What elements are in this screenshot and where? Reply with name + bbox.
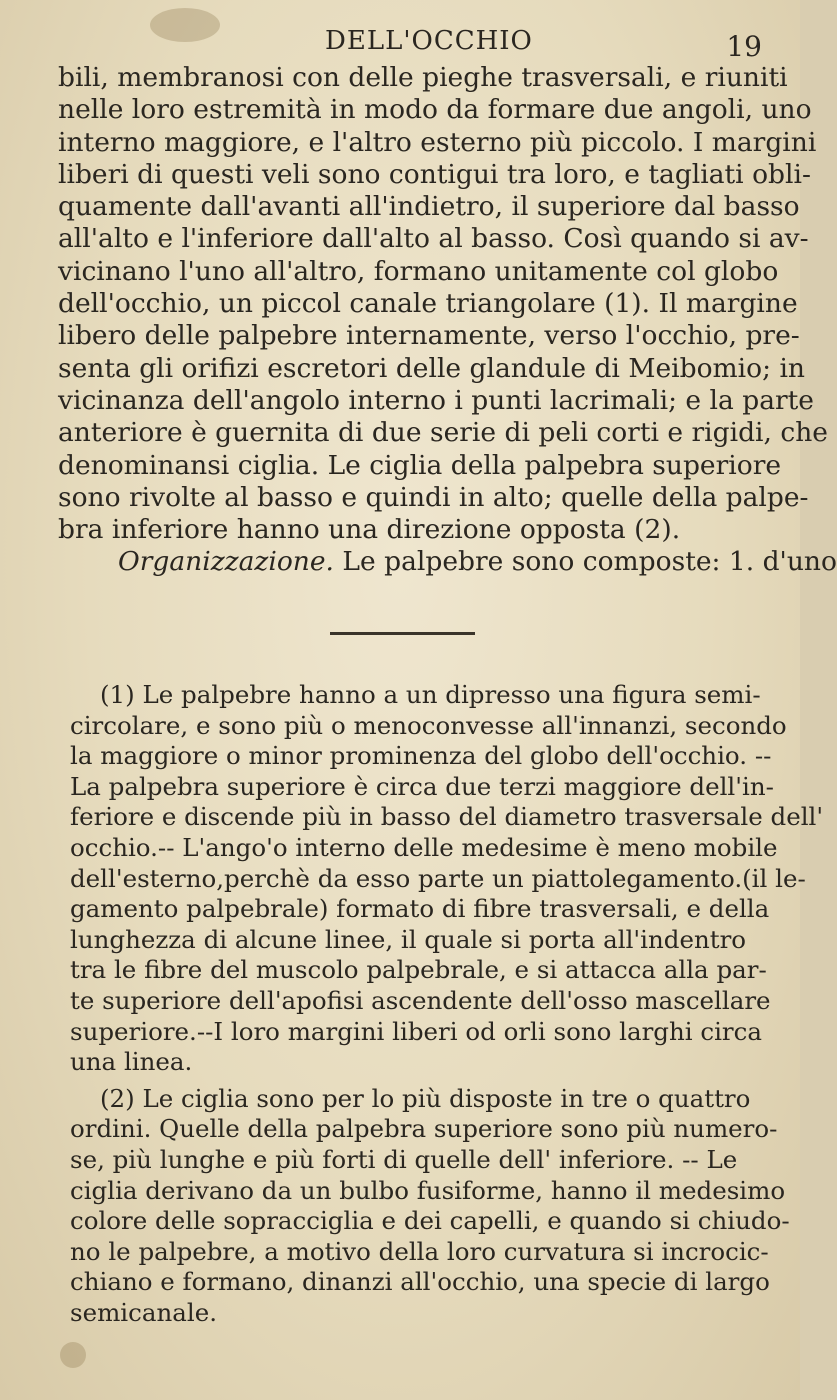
footnote-line: gamento palpebrale) formato di fibre trasversali, e della (70, 894, 770, 924)
text-line: vicinanza dell'angolo interno i punti lacrimali; e la parte (58, 384, 814, 416)
text-line: interno maggiore, e l'altro esterno più piccolo. I margini (58, 126, 817, 158)
footnote-line: se, più lunghe e più forti di quelle dell' inferiore. -- Le (70, 1144, 738, 1174)
text-line: senta gli orifizi escretori delle glandule di Meibomio; in (58, 352, 805, 384)
page-number: 19 (726, 30, 762, 63)
text-line: quamente dall'avanti all'indietro, il superiore dal basso (58, 191, 800, 223)
footnote-line: circolare, e sono più o menoconvesse all'innanzi, secondo (70, 710, 787, 740)
footnote-line: feriore e discende più in basso del diametro trasversale dell' (70, 802, 824, 832)
footnote-line: tra le fibre del muscolo palpebrale, e si attacca alla par- (70, 955, 767, 985)
text-line-rest: Le palpebre sono composte: 1. d'uno (334, 546, 837, 578)
footnote-divider (330, 632, 475, 635)
section-heading: Organizzazione. (118, 546, 334, 578)
text-line: sono rivolte al basso e quindi in alto; quelle della palpe- (58, 481, 809, 513)
ink-stain (60, 1342, 86, 1368)
footnote-line: La palpebra superiore è circa due terzi maggiore dell'in- (70, 771, 774, 801)
footnote-line: (1) Le palpebre hanno a un dipresso una figura semi- (100, 680, 761, 709)
footnote-line: lunghezza di alcune linee, il quale si porta all'indentro (70, 924, 747, 954)
text-line: bili, membranosi con delle pieghe trasversali, e riuniti (58, 62, 788, 93)
text-line: bra inferiore hanno una direzione opposta (2). (58, 514, 681, 546)
text-line: denominansi ciglia. Le ciglia della palpebra superiore (58, 449, 782, 481)
footnote-line: no le palpebre, a motivo della loro curvatura si incrocic- (70, 1236, 769, 1266)
page-header (80, 22, 770, 63)
footnote-line: la maggiore o minor prominenza del globo dell'occhio. -- (70, 741, 772, 771)
footnote-line: chiano e formano, dinanzi all'occhio, una specie di largo (70, 1267, 770, 1297)
footnote-line: dell'esterno,perchè da esso parte un piattolegamento.(il le- (70, 863, 806, 893)
main-text (58, 62, 837, 579)
footnote-line: te superiore dell'apofisi ascendente dell'osso mascellare (70, 985, 771, 1015)
text-line: dell'occhio, un piccol canale triangolare (1). Il margine (58, 288, 798, 320)
footnote-line: occhio.-- L'ango'o interno delle medesime è meno mobile (70, 832, 778, 862)
text-line: libero delle palpebre internamente, verso l'occhio, pre- (58, 320, 800, 352)
text-line: all'alto e l'inferiore dall'alto al basso. Così quando si av- (58, 223, 809, 255)
footnote-line: superiore.--I loro margini liberi od orli sono larghi circa (70, 1016, 762, 1046)
footnote-line: colore delle sopracciglia e dei capelli, e quando si chiudo- (70, 1206, 790, 1236)
footnotes (70, 680, 824, 1334)
footnote-line: ordini. Quelle della palpebra superiore sono più numero- (70, 1114, 778, 1144)
text-line: vicinano l'uno all'altro, formano unitamente col globo (58, 255, 779, 287)
footnote-line: (2) Le ciglia sono per lo più disposte in tre o quattro (100, 1083, 751, 1113)
footnote-2 (70, 1083, 790, 1329)
footnote-line: ciglia derivano da un bulbo fusiforme, hanno il medesimo (70, 1175, 786, 1205)
text-line: anteriore è guernita di due serie di peli corti e rigidi, che (58, 417, 828, 449)
section-heading-line (58, 546, 837, 578)
running-title: DELL'OCCHIO (325, 26, 533, 56)
footnote-line: una linea. (70, 1047, 193, 1077)
text-line: nelle loro estremità in modo da formare due angoli, uno (58, 94, 812, 126)
footnote-1 (70, 680, 824, 1078)
text-line: liberi di questi veli sono contigui tra loro, e tagliati obli- (58, 158, 811, 190)
footnote-line: semicanale. (70, 1297, 217, 1327)
